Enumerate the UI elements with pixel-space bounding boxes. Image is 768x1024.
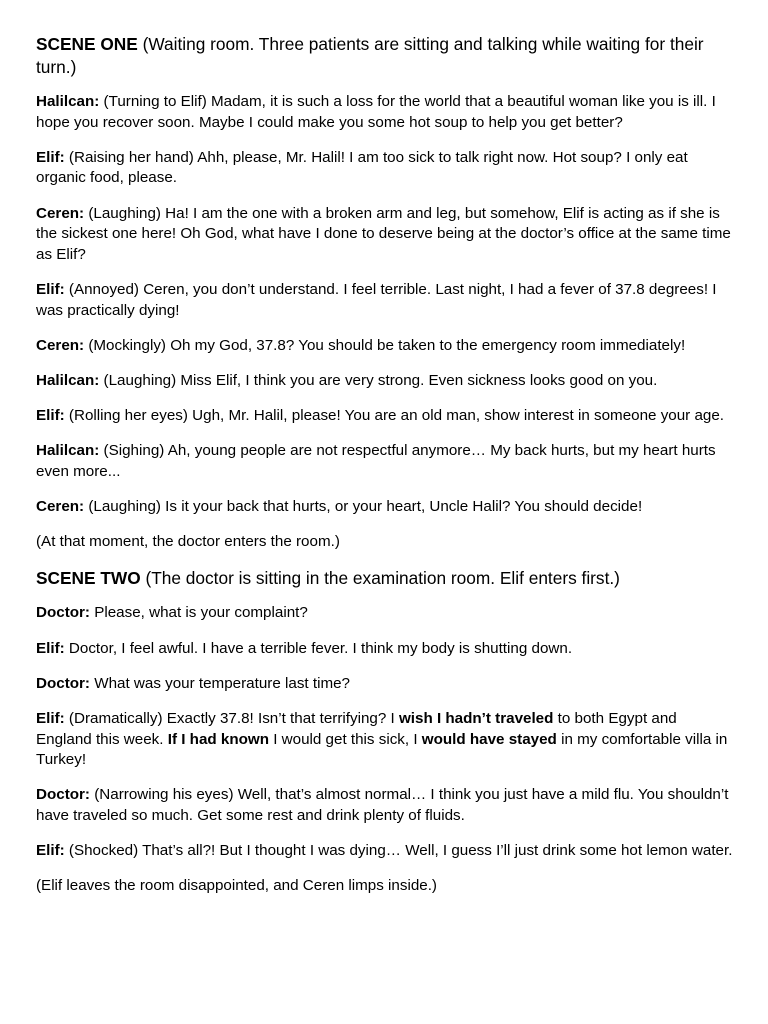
speaker-name: Elif: [36, 148, 65, 166]
dialogue-line [36, 497, 736, 518]
speaker-name: Elif: [36, 639, 65, 657]
speaker-name: Halilcan: [36, 371, 100, 389]
speaker-name: Halilcan: [36, 93, 100, 110]
scene-two-description: (The doctor is sitting in the examination room. Elif enters first.) [145, 568, 620, 589]
dialogue-text: What was your temperature last time? [94, 674, 350, 692]
speaker-name: Elif: [36, 280, 65, 298]
emphasized-phrase: wish I hadn’t traveled [398, 710, 554, 727]
dialogue-text: (Rolling her eyes) Ugh, Mr. Halil, please! You are an old man, show interest in someone your age. [68, 407, 725, 425]
dialogue-text: (Raising her hand) Ahh, please, Mr. Halil! I am too sick to talk right now. Hot soup? I only eat organic food, please. [36, 148, 688, 187]
dialogue-text: (Mockingly) Oh my God, 37.8? You should be taken to the emergency room immediately! [88, 336, 686, 354]
dialogue-text: I would get this sick, I [273, 730, 418, 748]
dialogue-line [36, 336, 736, 357]
speaker-name: Ceren: [36, 336, 85, 354]
speaker-name: Elif: [36, 710, 65, 727]
dialogue-line [36, 441, 736, 482]
dialogue-text: Please, what is your complaint? [94, 604, 308, 622]
emphasized-phrase: would have stayed [421, 730, 557, 748]
dialogue-text: (Laughing) Ha! I am the one with a broken arm and leg, but somehow, Elif is acting as if she is the sickest one here! Oh God, what have I done to deserve being at the doctor’s office at the same time as Elif? [36, 204, 731, 263]
dialogue-text: in my comfortable villa in Turkey! [36, 730, 728, 769]
dialogue-line [36, 371, 736, 392]
dialogue-text: (Narrowing his eyes) Well, that’s almost normal… I think you just have a mild flu. You shouldn’t have traveled so much. Get some rest and drink plenty of fluids. [36, 786, 729, 824]
dialogue-line [36, 785, 736, 826]
scene-two-heading [36, 567, 736, 590]
dialogue-line [36, 639, 736, 660]
dialogue-text: (Laughing) Is it your back that hurts, or your heart, Uncle Halil? You should decide! [88, 498, 643, 516]
speaker-name: Ceren: [36, 204, 85, 222]
dialogue-text: to both Egypt and England this week. [36, 710, 677, 748]
dialogue-line [36, 674, 736, 695]
stage-direction: (Elif leaves the room disappointed, and Ceren limps inside.) [36, 877, 437, 895]
dialogue-line [36, 280, 736, 321]
scene-one-title: SCENE ONE [36, 34, 138, 54]
scene-one-heading [36, 33, 736, 79]
speaker-name: Doctor: [36, 604, 90, 622]
dialogue-text: Doctor, I feel awful. I have a terrible fever. I think my body is shutting down. [68, 639, 573, 657]
dialogue-line [36, 406, 736, 427]
script-page [36, 33, 736, 912]
speaker-name: Elif: [36, 842, 65, 860]
dialogue-line [36, 92, 736, 133]
speaker-name: Halilcan: [36, 442, 100, 460]
dialogue-line [36, 148, 736, 189]
dialogue-line [36, 603, 736, 624]
dialogue-text: (Sighing) Ah, young people are not respectful anymore… My back hurts, but my heart hurts even more... [36, 442, 716, 480]
speaker-name: Doctor: [36, 786, 90, 804]
speaker-name: Doctor: [36, 674, 90, 692]
dialogue-line [36, 204, 736, 266]
emphasized-phrase: If I had known [167, 730, 269, 748]
stage-direction: (At that moment, the doctor enters the room.) [36, 533, 340, 551]
dialogue-text: (Turning to Elif) Madam, it is such a loss for the world that a beautiful woman like you is ill. I hope you recover soon. Maybe I could make you some hot soup to help you get better? [36, 93, 716, 131]
dialogue-text: (Shocked) That’s all?! But I thought I was dying… Well, I guess I’ll just drink some hot lemon water. [68, 842, 733, 860]
dialogue-text: (Laughing) Miss Elif, I think you are very strong. Even sickness looks good on you. [103, 371, 658, 389]
scene-one-description: (Waiting room. Three patients are sitting and talking while waiting for their turn.) [36, 34, 704, 77]
dialogue-line [36, 709, 736, 771]
dialogue-text: (Dramatically) Exactly 37.8! Isn’t that terrifying? I [68, 710, 395, 727]
dialogue-text: (Annoyed) Ceren, you don’t understand. I feel terrible. Last night, I had a fever of 37.8 degrees! I was practically dying! [36, 280, 717, 319]
speaker-name: Elif: [36, 407, 65, 425]
scene-two-title: SCENE TWO [36, 568, 141, 589]
speaker-name: Ceren: [36, 498, 85, 516]
dialogue-line [36, 841, 736, 862]
